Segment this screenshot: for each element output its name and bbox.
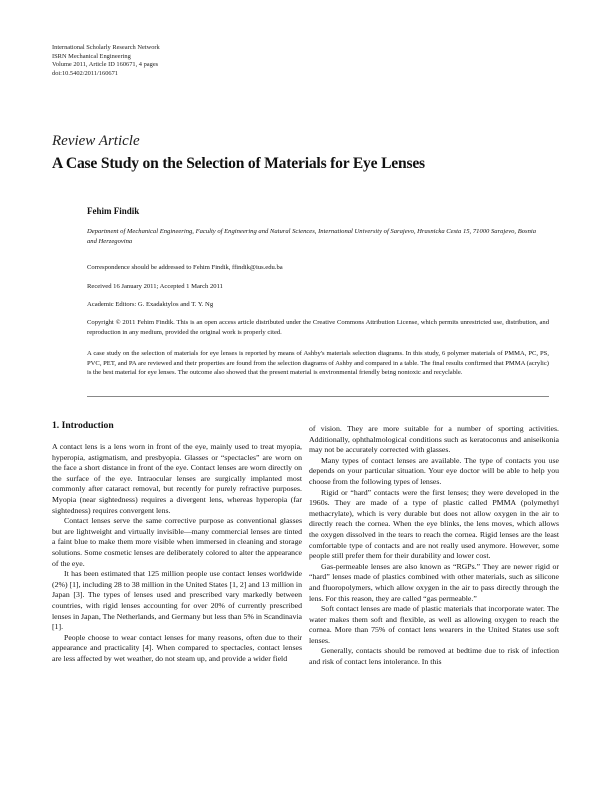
journal-volume: Volume 2011, Article ID 160671, 4 pages xyxy=(52,61,159,69)
journal-doi: doi:10.5402/2011/160671 xyxy=(52,69,118,77)
journal-info xyxy=(52,44,160,78)
paper-title: A Case Study on the Selection of Materials for Eye Lenses xyxy=(52,155,425,172)
paragraph: Soft contact lenses are made of plastic materials that incorporate water. The water makes them soft and flexible, as well as allowing oxygen to reach the cornea. More than 75% of contact lens wearers in the United States use soft lenses. xyxy=(309,604,559,645)
received-dates: Received 16 January 2011; Accepted 1 March 2011 xyxy=(87,283,223,290)
paragraph: A contact lens is a lens worn in front of the eye, mainly used to treat myopia, hyperopia, astigmatism, and presbyopia. Glasses or “spectacles” are worn on the face a short distance in front of the eye. Contact lenses are worn directly on the surface of the eye. Intraocular lenses are surgically implanted most commonly after cataract removal, but recently for purely refractive purposes. Myopia (near sightedness) requires a divergent lens, whereas hyperopia (far sightedness) requires convergent lens. xyxy=(52,442,302,515)
divider xyxy=(87,396,549,397)
section-heading: 1. Introduction xyxy=(52,420,114,431)
journal-network: International Scholarly Research Network xyxy=(52,44,160,51)
journal-name: ISRN Mechanical Engineering xyxy=(52,52,131,60)
paragraph: Contact lenses serve the same corrective purpose as conventional glasses but are lightweight and virtually invisible—many commercial lenses are tinted a faint blue to make them more visible when immersed in cleaning and storage solutions. Some cosmetic lenses are deliberately colored to alter the appearance of the eye. xyxy=(52,516,302,568)
academic-editors: Academic Editors: G. Exadaktylos and T. Y. Ng xyxy=(87,301,214,308)
paragraph: Many types of contact lenses are available. The type of contacts you use depends on your particular situation. Your eye doctor will be able to help you choose from the following types of lenses. xyxy=(309,455,559,486)
paragraph: It has been estimated that 125 million people use contact lenses worldwide (2%) [1], including 28 to 38 million in the United States [1, 2] and 13 million in Japan [3]. The types of lenses used and prescribed vary markedly between countries, with rigid lenses accounting for over 20% of currently prescribed lenses in Japan, The Netherlands, and Germany but less than 5% in Scandinavia [1]. xyxy=(52,569,302,632)
paragraph: Generally, contacts should be removed at bedtime due to risk of infection and risk of contact lens intolerance. In this xyxy=(309,646,559,667)
paragraph: Gas-permeable lenses are also known as “RGPs.” They are newer rigid or “hard” lenses made of plastics combined with other materials, such as silicone and fluoropolymers, which allow oxygen in the air to pass directly through the lens. For this reason, they are called “gas permeable.” xyxy=(309,561,559,603)
article-type: Review Article xyxy=(52,133,140,149)
right-column xyxy=(309,424,559,668)
affiliation: Department of Mechanical Engineering, Faculty of Engineering and Natural Sciences, International University of Sarajevo, Hrasnicka Cesta 15, 71000 Sarajevo, Bosnia and Herzegovina xyxy=(87,228,537,245)
author-name: Fehim Findik xyxy=(87,206,140,216)
paragraph: of vision. They are more suitable for a number of sporting activities. Additionally, ophthalmological conditions such as keratoconus and aniseikonia may not be accurately corrected with glasses. xyxy=(309,424,559,455)
left-column xyxy=(52,420,302,664)
paragraph: People choose to wear contact lenses for many reasons, often due to their appearance and practicality [4]. When compared to spectacles, contact lenses are less affected by wet weather, do not steam up, and provide a wider field xyxy=(52,632,302,663)
abstract: A case study on the selection of materials for eye lenses is reported by means of Ashby's materials selection diagrams. In this study, 6 polymer materials of PMMA, PC, PS, PVC, PET, and PA are reviewed and their properties are found from the selection diagrams of Ashby and compared in a table. The final results confirmed that PMMA (acrylic) is the best material for eye lenses. The outcome also showed that the present material is environmental friendly being nontoxic and recyclable. xyxy=(87,350,549,377)
copyright-notice: Copyright © 2011 Fehim Findik. This is an open access article distributed under the Creative Commons Attribution License, which permits unrestricted use, distribution, and reproduction in any medium, provided the original work is properly cited. xyxy=(87,319,549,336)
paragraph: Rigid or “hard” contacts were the first lenses; they were developed in the 1960s. They are made of a type of plastic called PMMA (polymethyl methacrylate), which is very durable but does not allow oxygen in the air to directly reach the cornea. When the eye blinks, the lens moves, which allows the oxygen dissolved in the tears to reach the cornea. Rigid lenses are the least comfortable type of contacts and are not really used anymore. However, some people still prefer them for their durability and lower cost. xyxy=(309,487,559,561)
correspondence: Correspondence should be addressed to Fehim Findik, ffindik@ius.edu.ba xyxy=(87,264,283,271)
